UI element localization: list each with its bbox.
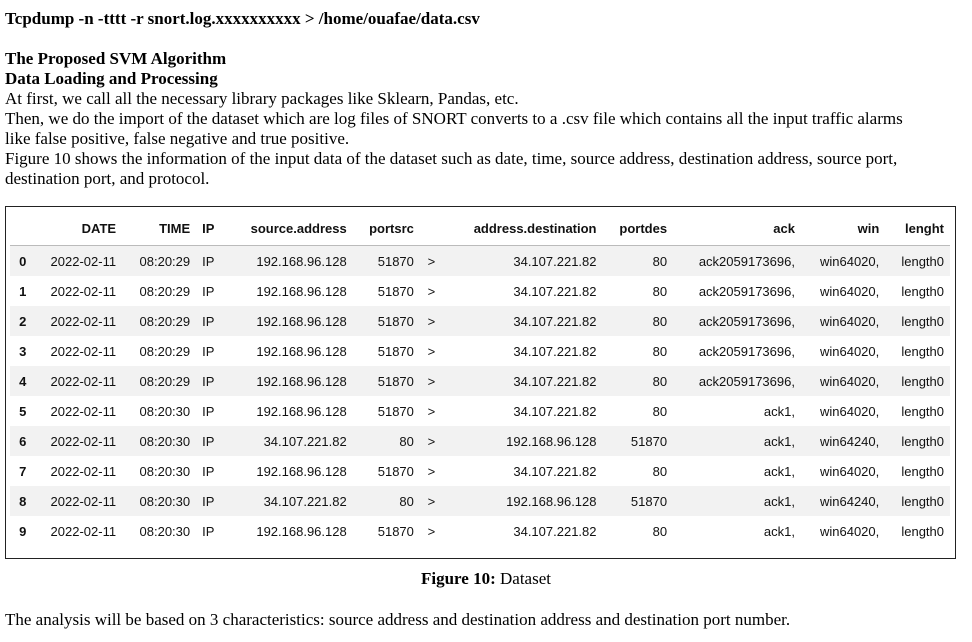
table-cell: win64020, <box>819 523 880 539</box>
table-cell: 08:20:29 <box>139 343 191 359</box>
table-cell: > <box>420 246 443 277</box>
table-cell: ack1, <box>673 426 801 456</box>
table-cell: 80 <box>652 403 668 419</box>
table-cell: IP <box>196 306 225 336</box>
table-cell: 34.107.221.82 <box>513 343 597 359</box>
table-cell: 80 <box>652 463 668 479</box>
table-body <box>10 246 950 547</box>
table-cell: win64020, <box>819 403 880 419</box>
table-cell: 6 <box>10 426 30 456</box>
table-cell: win64240, <box>801 426 885 456</box>
table-cell: length0 <box>885 426 950 456</box>
table-cell: 192.168.96.128 <box>256 403 347 419</box>
table-cell: 192.168.96.128 <box>256 283 347 299</box>
table-cell: 34.107.221.82 <box>513 463 597 479</box>
table-cell: 3 <box>19 343 27 359</box>
table-cell: 8 <box>10 486 30 516</box>
table-cell: 192.168.96.128 <box>443 486 602 516</box>
table-cell: 2022-02-11 <box>30 486 122 516</box>
column-header <box>10 211 30 246</box>
column-header: TIME <box>122 211 196 246</box>
table-cell: 80 <box>652 283 668 299</box>
table-cell: length0 <box>885 306 950 336</box>
table-cell: 80 <box>652 343 668 359</box>
table-cell: IP <box>196 486 225 516</box>
heading-svm-algorithm: The Proposed SVM Algorithm <box>5 49 227 68</box>
table-cell: ack2059173696, <box>673 306 801 336</box>
table-cell: IP <box>202 283 215 299</box>
table-cell: 2022-02-11 <box>50 523 117 539</box>
table-cell: 9 <box>19 523 27 539</box>
table-cell: win64020, <box>801 306 885 336</box>
table-row <box>10 246 950 277</box>
table-cell: 2022-02-11 <box>30 426 122 456</box>
table-cell: length0 <box>901 403 944 419</box>
column-header: win <box>801 211 885 246</box>
table-cell: 2022-02-11 <box>30 246 122 277</box>
table-cell: 51870 <box>353 246 420 277</box>
table-cell: 51870 <box>603 486 674 516</box>
table-cell: 192.168.96.128 <box>256 343 347 359</box>
table-cell: 80 <box>603 306 674 336</box>
table-cell: 2022-02-11 <box>50 403 117 419</box>
table-cell: > <box>427 403 436 419</box>
table-cell: 34.107.221.82 <box>225 486 353 516</box>
table-cell: 80 <box>652 523 668 539</box>
table-cell: 08:20:30 <box>139 463 191 479</box>
table-cell: 80 <box>353 426 420 456</box>
column-header: lenght <box>885 211 950 246</box>
table-cell: 0 <box>10 246 30 277</box>
table-cell: 08:20:30 <box>122 426 196 456</box>
table-cell: 80 <box>603 366 674 396</box>
table-cell: win64020, <box>819 343 880 359</box>
table-cell: 08:20:29 <box>139 283 191 299</box>
table-cell: 51870 <box>377 463 414 479</box>
table-cell: ack2059173696, <box>698 343 795 359</box>
column-header: portsrc <box>353 211 420 246</box>
table-cell: 51870 <box>353 366 420 396</box>
figure-caption <box>0 569 972 589</box>
table-cell: ack1, <box>673 486 801 516</box>
caption-text: Dataset <box>500 569 551 588</box>
table-header-row <box>10 211 950 246</box>
table-cell: win64020, <box>801 366 885 396</box>
table-cell: 2022-02-11 <box>30 366 122 396</box>
table-cell: 2022-02-11 <box>50 283 117 299</box>
table-cell: length0 <box>885 486 950 516</box>
table-row <box>10 366 950 396</box>
table-cell: 08:20:30 <box>139 403 191 419</box>
table-cell: 34.107.221.82 <box>513 523 597 539</box>
dataset-table <box>10 211 950 546</box>
table-cell: 2022-02-11 <box>50 343 117 359</box>
table-cell: > <box>420 366 443 396</box>
table-cell: length0 <box>885 246 950 277</box>
table-cell: win64240, <box>801 486 885 516</box>
caption-label: Figure 10: <box>421 569 496 588</box>
table-cell: IP <box>202 403 215 419</box>
table-row <box>10 456 950 486</box>
table-cell: length0 <box>885 366 950 396</box>
table-cell: ack1, <box>763 403 795 419</box>
table-cell: 51870 <box>377 523 414 539</box>
table-cell: IP <box>202 463 215 479</box>
table-cell: 08:20:30 <box>139 523 191 539</box>
table-row <box>10 276 950 306</box>
column-header: address.destination <box>443 211 602 246</box>
table-cell: 34.107.221.82 <box>225 426 353 456</box>
table-cell: 34.107.221.82 <box>443 366 602 396</box>
table-cell: 2022-02-11 <box>30 306 122 336</box>
table-cell: 34.107.221.82 <box>443 306 602 336</box>
column-header: DATE <box>30 211 122 246</box>
table-cell: > <box>427 283 436 299</box>
table-cell: 192.168.96.128 <box>256 523 347 539</box>
table-row <box>10 336 950 366</box>
table-cell: > <box>420 426 443 456</box>
table-cell: 80 <box>353 486 420 516</box>
table-cell: 08:20:30 <box>122 486 196 516</box>
table-cell: 08:20:29 <box>122 246 196 277</box>
paragraph-import-line2: like false positive, false negative and true positive. <box>5 129 350 148</box>
paragraph-intro: At first, we call all the necessary library packages like Sklearn, Pandas, etc. <box>5 89 519 108</box>
paragraph-import-line1: Then, we do the import of the dataset which are log files of SNORT converts to a .csv file which contains all the input traffic alarms <box>5 109 903 128</box>
table-row <box>10 486 950 516</box>
table-cell: ack1, <box>763 523 795 539</box>
paragraph-figure-ref-line2: destination port, and protocol. <box>5 169 210 188</box>
table-row <box>10 426 950 456</box>
column-header: portdes <box>603 211 674 246</box>
table-cell: > <box>420 486 443 516</box>
table-cell: > <box>420 306 443 336</box>
table-cell: 192.168.96.128 <box>443 426 602 456</box>
table-cell: IP <box>196 426 225 456</box>
table-cell: 34.107.221.82 <box>513 403 597 419</box>
table-cell: 80 <box>603 246 674 277</box>
table-row <box>10 396 950 426</box>
table-cell: 192.168.96.128 <box>225 366 353 396</box>
table-cell: 51870 <box>603 426 674 456</box>
table-cell: 51870 <box>353 306 420 336</box>
table-cell: 51870 <box>377 283 414 299</box>
table-cell: length0 <box>901 283 944 299</box>
table-cell: 192.168.96.128 <box>225 246 353 277</box>
table-cell: 08:20:29 <box>122 366 196 396</box>
table-cell: ack2059173696, <box>698 283 795 299</box>
table-cell: 34.107.221.82 <box>443 246 602 277</box>
paragraph-figure-ref-line1: Figure 10 shows the information of the input data of the dataset such as date, time, source address, destination address, source port, <box>5 149 898 168</box>
table-cell: length0 <box>901 523 944 539</box>
table-row <box>10 516 950 546</box>
table-cell: 2 <box>10 306 30 336</box>
table-cell: 5 <box>19 403 27 419</box>
heading-data-loading: Data Loading and Processing <box>5 69 218 88</box>
table-cell: 51870 <box>377 403 414 419</box>
table-cell: win64020, <box>801 246 885 277</box>
column-header: ack <box>673 211 801 246</box>
table-cell: length0 <box>901 463 944 479</box>
table-row <box>10 306 950 336</box>
column-header: IP <box>196 211 225 246</box>
table-cell: > <box>427 523 436 539</box>
table-cell: > <box>427 343 436 359</box>
table-cell: length0 <box>901 343 944 359</box>
paragraph-analysis: The analysis will be based on 3 characteristics: source address and destination address and destination port number. <box>5 610 791 629</box>
command-line: Tcpdump -n -tttt -r snort.log.xxxxxxxxxx > /home/ouafae/data.csv <box>5 9 480 28</box>
table-cell: 34.107.221.82 <box>513 283 597 299</box>
table-cell: 192.168.96.128 <box>225 306 353 336</box>
table-cell: 08:20:29 <box>122 306 196 336</box>
table-cell: ack2059173696, <box>673 246 801 277</box>
table-cell: 51870 <box>377 343 414 359</box>
column-header <box>420 211 443 246</box>
column-header: source.address <box>225 211 353 246</box>
table-cell: IP <box>196 366 225 396</box>
table-cell: 2022-02-11 <box>50 463 117 479</box>
table-cell: 7 <box>19 463 27 479</box>
table-cell: IP <box>202 523 215 539</box>
table-cell: win64020, <box>819 283 880 299</box>
table-cell: > <box>427 463 436 479</box>
table-cell: ack1, <box>763 463 795 479</box>
table-cell: IP <box>196 246 225 277</box>
table-cell: IP <box>202 343 215 359</box>
table-cell: 192.168.96.128 <box>256 463 347 479</box>
table-cell: ack2059173696, <box>673 366 801 396</box>
table-cell: win64020, <box>819 463 880 479</box>
dataset-figure <box>5 206 956 559</box>
table-cell: 4 <box>10 366 30 396</box>
table-cell: 1 <box>19 283 27 299</box>
